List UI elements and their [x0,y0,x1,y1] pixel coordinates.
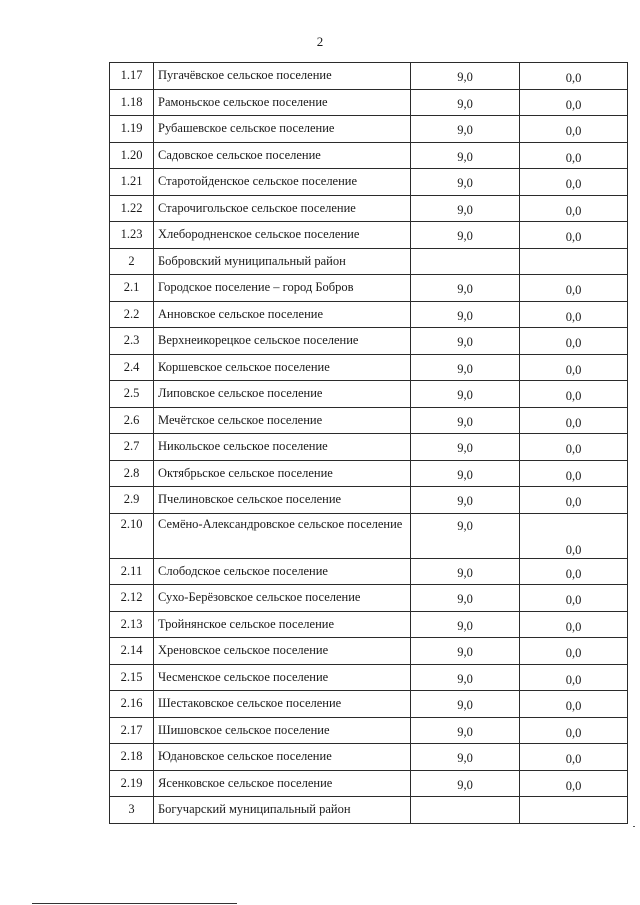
row-number-cell [110,744,154,771]
value-2-cell [520,487,628,514]
settlement-name-text: Октябрьское сельское поселение [158,465,333,480]
value-2-cell [520,275,628,302]
value-2-cell [520,116,628,143]
row-number-cell [110,585,154,612]
settlement-name-text: Рамоньское сельское поселение [158,94,328,109]
value-1-text: 9,0 [457,335,473,350]
settlement-name-text: Хлебородненское сельское поселение [158,227,360,242]
row-number-text: 1.22 [120,200,143,215]
value-1-text: 9,0 [457,592,473,607]
row-number-text: 2.13 [120,616,143,631]
row-number-text: 2.3 [123,333,140,348]
row-number-cell [110,248,154,275]
value-2-text: 0,0 [565,752,582,767]
settlement-name-text: Хреновское сельское поселение [158,643,329,658]
row-number-text: 2.19 [120,775,143,790]
settlement-name-cell [154,638,411,665]
value-2-text: 0,0 [565,71,582,86]
value-2-text: 0,0 [565,336,582,351]
value-1-text: 9,0 [457,724,473,739]
settlement-name-text: Богучарский муниципальный район [158,802,351,817]
value-1-text: 9,0 [457,518,473,533]
settlement-name-cell [154,460,411,487]
table-row [110,664,628,691]
settlement-name-text: Рубашевское сельское поселение [158,121,335,136]
settlement-name-text: Старотойденское сельское поселение [158,174,358,189]
value-1-text: 9,0 [457,123,473,138]
value-1-text: 9,0 [457,645,473,660]
value-2-cell [520,142,628,169]
row-number-cell [110,770,154,797]
value-2-text: 0,0 [565,230,582,245]
row-number-text: 2.2 [123,306,140,321]
value-2-text: 0,0 [565,97,582,112]
value-1-text: 9,0 [457,388,473,403]
value-2-text: 0,0 [565,672,582,687]
value-2-cell [520,381,628,408]
value-2-cell [520,717,628,744]
row-number-cell [110,691,154,718]
value-2-text: 0,0 [565,203,582,218]
value-1-text: 9,0 [457,777,473,792]
table-row [110,354,628,381]
value-1-text: 9,0 [457,671,473,686]
settlement-name-cell [154,770,411,797]
table-row [110,558,628,585]
value-2-text: 0,0 [565,124,582,139]
value-2-text: 0,0 [565,619,582,634]
value-2-cell [520,354,628,381]
settlement-name-text: Старочигольское сельское поселение [158,200,356,215]
value-1-text: 9,0 [457,229,473,244]
row-number-text: 1.19 [120,121,143,136]
value-1-cell [411,248,520,275]
value-1-cell [411,664,520,691]
value-2-text: 0,0 [565,725,582,740]
table-row [110,116,628,143]
table-row [110,328,628,355]
settlement-name-cell [154,744,411,771]
settlement-name-text: Сухо-Берёзовское сельское поселение [158,590,361,605]
row-number-cell [110,222,154,249]
row-number-text: 2.8 [123,465,140,480]
value-1-cell [411,460,520,487]
value-1-cell [411,744,520,771]
row-number-cell [110,63,154,90]
row-number-text: 1.20 [120,147,143,162]
settlement-name-text: Чесменское сельское поселение [158,669,329,684]
value-1-cell [411,407,520,434]
settlement-name-cell [154,248,411,275]
row-number-text: 2.5 [123,386,140,401]
value-1-text: 9,0 [457,618,473,633]
settlement-name-text: Липовское сельское поселение [158,386,323,401]
row-number-cell [110,558,154,585]
settlement-name-cell [154,354,411,381]
row-number-cell [110,664,154,691]
settlement-name-cell [154,222,411,249]
value-2-text: 0,0 [565,495,582,510]
value-2-cell [520,797,628,824]
settlement-name-text: Тройнянское сельское поселение [158,616,335,631]
settlement-name-cell [154,717,411,744]
value-2-cell [520,585,628,612]
table-row [110,248,628,275]
value-1-text: 9,0 [457,202,473,217]
row-number-cell [110,275,154,302]
row-number-text: 2.18 [120,749,143,764]
table-row [110,275,628,302]
settlement-name-text: Мечётское сельское поселение [158,412,323,427]
table-row [110,797,628,824]
table-row [110,142,628,169]
table-row [110,169,628,196]
value-2-cell [520,513,628,558]
row-number-text: 2.1 [123,280,140,295]
row-number-cell [110,89,154,116]
value-2-text: 0,0 [565,283,582,298]
value-1-text: 9,0 [457,414,473,429]
value-1-cell [411,142,520,169]
row-number-text: 2.6 [123,412,140,427]
value-2-text: 0,0 [565,566,582,581]
value-2-cell [520,248,628,275]
value-2-cell [520,558,628,585]
value-1-text: 9,0 [457,751,473,766]
settlement-name-text: Садовское сельское поселение [158,147,321,162]
row-number-cell [110,611,154,638]
footnote-separator [32,903,237,904]
value-2-text: 0,0 [565,415,582,430]
row-number-text: 2 [128,253,135,268]
value-1-cell [411,717,520,744]
value-1-cell [411,770,520,797]
value-2-cell [520,407,628,434]
settlement-name-text: Пугачёвское сельское поселение [158,68,332,83]
value-2-cell [520,664,628,691]
value-1-text: 9,0 [457,361,473,376]
table-row [110,407,628,434]
value-1-cell [411,354,520,381]
value-1-cell [411,691,520,718]
settlement-name-cell [154,275,411,302]
value-1-cell [411,558,520,585]
settlement-name-text: Анновское сельское поселение [158,306,324,321]
row-number-text: 2.14 [120,643,143,658]
settlement-name-text: Пчелиновское сельское поселение [158,492,342,507]
row-number-cell [110,717,154,744]
settlement-name-text: Слободское сельское поселение [158,563,328,578]
settlement-name-cell [154,797,411,824]
row-number-cell [110,797,154,824]
value-2-cell [520,222,628,249]
value-2-cell [520,744,628,771]
settlement-name-cell [154,434,411,461]
table-body [110,63,628,824]
table-row [110,381,628,408]
value-2-cell [520,691,628,718]
value-1-cell [411,222,520,249]
table-row [110,513,628,558]
row-number-text: 2.15 [120,669,143,684]
settlement-name-text: Коршевское сельское поселение [158,359,330,374]
row-number-cell [110,381,154,408]
value-1-text: 9,0 [457,441,473,456]
settlement-name-cell [154,611,411,638]
value-2-text: 0,0 [565,542,582,557]
value-2-text: 0,0 [565,309,582,324]
settlement-name-cell [154,691,411,718]
value-2-cell [520,169,628,196]
row-number-cell [110,142,154,169]
table-row [110,611,628,638]
value-2-text: 0,0 [565,699,582,714]
row-number-text: 2.16 [120,696,143,711]
value-2-cell [520,63,628,90]
value-2-text: 0,0 [565,150,582,165]
value-1-text: 9,0 [457,282,473,297]
settlement-name-text: Городское поселение – город Бобров [158,280,354,295]
table-row [110,89,628,116]
value-2-cell [520,195,628,222]
row-number-text: 2.12 [120,590,143,605]
value-1-text: 9,0 [457,565,473,580]
table-row [110,691,628,718]
value-1-cell [411,797,520,824]
value-1-cell [411,301,520,328]
row-number-text: 1.23 [120,227,143,242]
value-2-text: 0,0 [565,442,582,457]
value-1-cell [411,487,520,514]
value-2-text: 0,0 [565,646,582,661]
value-2-text: 0,0 [565,362,582,377]
table-row [110,63,628,90]
settlement-name-text: Ясенковское сельское поселение [158,775,333,790]
value-1-cell [411,116,520,143]
row-number-cell [110,434,154,461]
row-number-text: 2.4 [123,359,140,374]
row-number-cell [110,407,154,434]
settlement-name-cell [154,585,411,612]
table-row [110,585,628,612]
table-row [110,770,628,797]
table-row [110,301,628,328]
settlement-name-cell [154,195,411,222]
settlement-name-cell [154,169,411,196]
row-number-cell [110,195,154,222]
value-2-cell [520,638,628,665]
table-row [110,717,628,744]
table-row [110,222,628,249]
value-2-text: 0,0 [565,177,582,192]
value-2-cell [520,301,628,328]
table-row [110,460,628,487]
settlement-name-text: Юдановское сельское поселение [158,749,332,764]
table-row [110,744,628,771]
row-number-cell [110,354,154,381]
table-row [110,434,628,461]
settlement-name-text: Никольское сельское поселение [158,439,328,454]
table-row [110,638,628,665]
value-1-cell [411,169,520,196]
row-number-cell [110,460,154,487]
value-2-cell [520,460,628,487]
value-1-cell [411,611,520,638]
settlement-name-text: Семёно-Александровское сельское поселение [158,516,403,531]
value-2-text: 0,0 [565,593,582,608]
value-1-cell [411,434,520,461]
value-1-text: 9,0 [457,96,473,111]
value-1-text: 9,0 [457,467,473,482]
scan-speck [633,826,635,827]
value-1-cell [411,328,520,355]
row-number-text: 1.21 [120,174,143,189]
settlement-name-cell [154,487,411,514]
value-1-cell [411,513,520,558]
row-number-cell [110,638,154,665]
value-1-cell [411,585,520,612]
table-row [110,487,628,514]
settlement-name-cell [154,558,411,585]
row-number-cell [110,116,154,143]
settlement-name-text: Шишовское сельское поселение [158,722,330,737]
value-2-text: 0,0 [565,468,582,483]
settlement-name-cell [154,328,411,355]
settlement-name-cell [154,381,411,408]
row-number-text: 1.17 [120,68,143,83]
value-2-cell [520,770,628,797]
value-1-text: 9,0 [457,494,473,509]
value-2-text: 0,0 [565,389,582,404]
settlement-name-cell [154,513,411,558]
settlement-name-cell [154,116,411,143]
row-number-text: 2.7 [123,439,140,454]
value-2-text: 0,0 [565,778,582,793]
row-number-text: 2.10 [120,516,143,531]
settlement-name-text: Верхнеикорецкое сельское поселение [158,333,359,348]
settlement-name-cell [154,664,411,691]
value-1-cell [411,381,520,408]
value-1-cell [411,63,520,90]
row-number-cell [110,169,154,196]
value-2-cell [520,611,628,638]
row-number-cell [110,487,154,514]
value-2-cell [520,89,628,116]
settlement-name-text: Шестаковское сельское поселение [158,696,342,711]
value-1-text: 9,0 [457,308,473,323]
value-1-cell [411,89,520,116]
settlements-table [109,62,628,824]
row-number-cell [110,301,154,328]
row-number-cell [110,328,154,355]
settlement-name-cell [154,89,411,116]
page-number: 2 [316,34,324,49]
row-number-text: 1.18 [120,94,143,109]
value-1-cell [411,638,520,665]
value-1-text: 9,0 [457,70,473,85]
value-1-text: 9,0 [457,149,473,164]
table-row [110,195,628,222]
settlement-name-cell [154,301,411,328]
settlement-name-cell [154,407,411,434]
value-2-cell [520,434,628,461]
settlement-name-cell [154,142,411,169]
value-1-cell [411,195,520,222]
settlement-name-text: Бобровский муниципальный район [158,253,346,268]
settlement-name-cell [154,63,411,90]
value-2-cell [520,328,628,355]
row-number-cell [110,513,154,558]
value-1-text: 9,0 [457,176,473,191]
row-number-text: 2.17 [120,722,143,737]
value-1-cell [411,275,520,302]
row-number-text: 2.9 [123,492,140,507]
row-number-text: 3 [128,802,135,817]
value-1-text: 9,0 [457,698,473,713]
row-number-text: 2.11 [120,563,143,578]
